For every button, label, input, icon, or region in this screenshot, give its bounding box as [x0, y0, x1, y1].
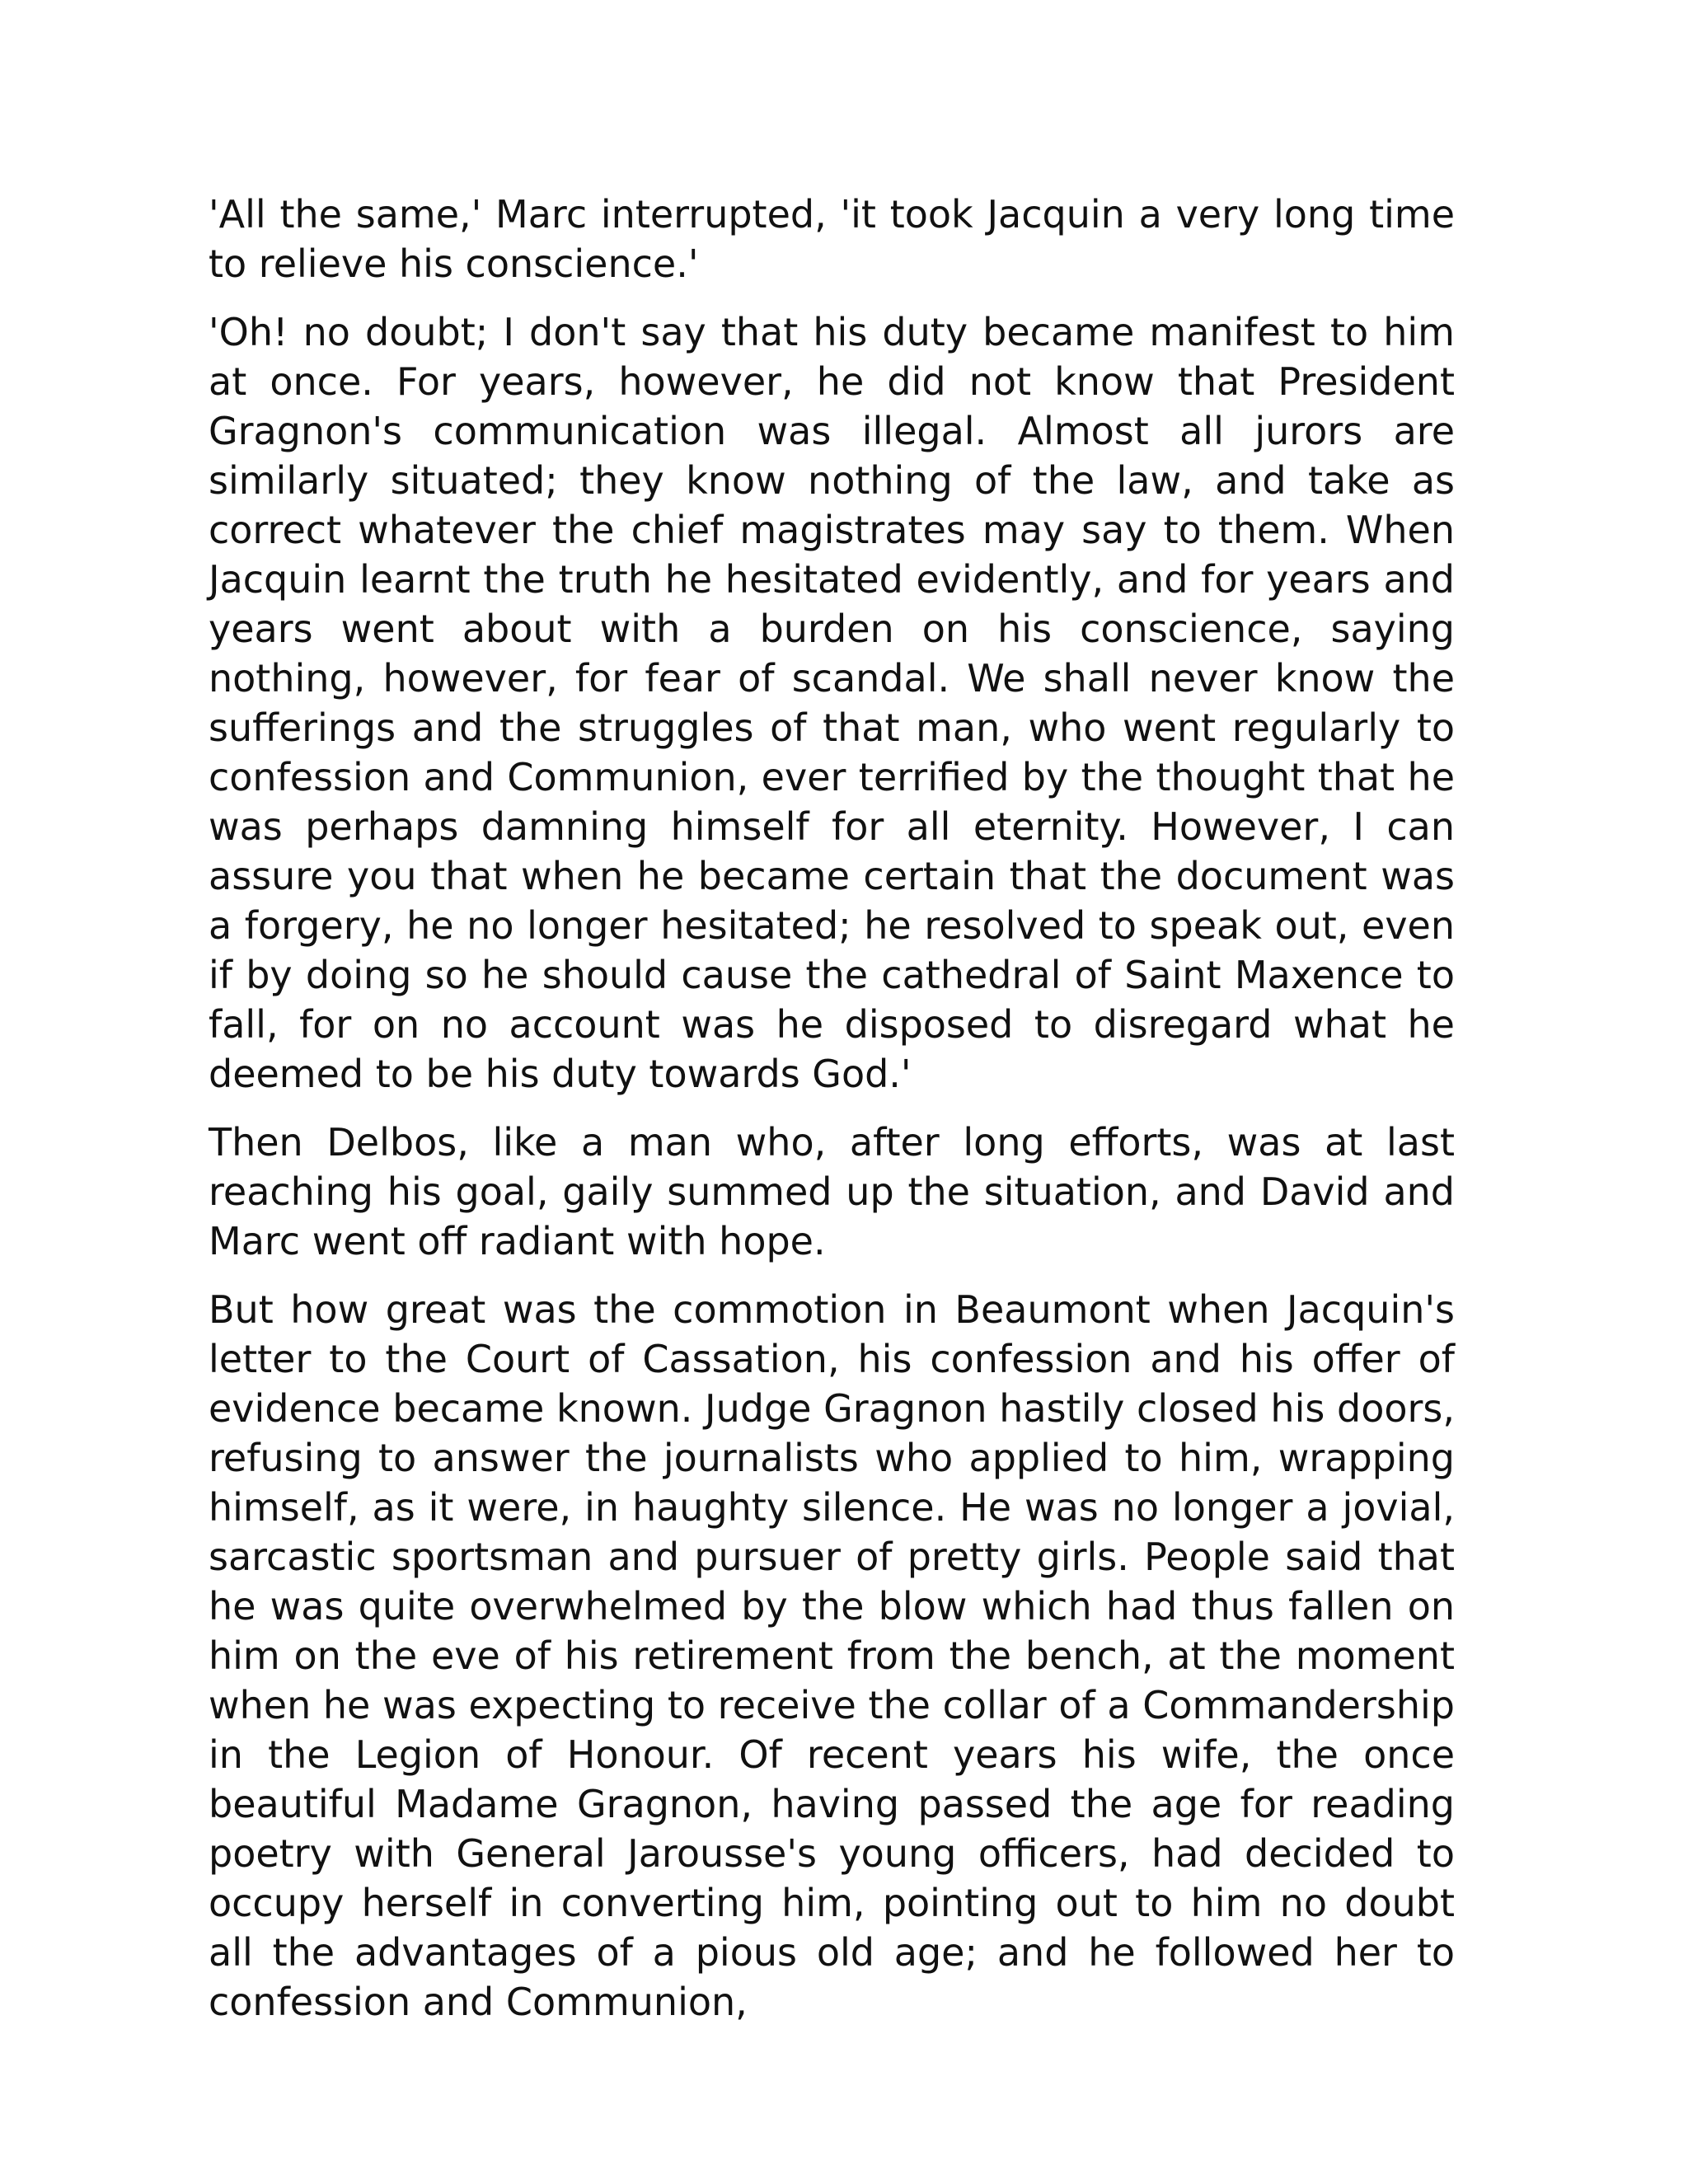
- paragraph-4: But how great was the commotion in Beaumont when Jacquin's letter to the Court of Cassation, his confession and his offer of evidence became known. Judge Gragnon hastily closed his doors, refusing to answer the journalists who applied to him, wrapping himself, as it were, in haughty silence. He was no longer a jovial, sarcastic sportsman and pursuer of pretty girls. People said that he was quite overwhelmed by the blow which had thus fallen on him on the eve of his retirement from the bench, at the moment when he was expecting to receive the collar of a Commandership in the Legion of Honour. Of recent years his wife, the once beautiful Madame Gragnon, having passed the age for reading poetry with General Jarousse's young officers, had decided to occupy herself in converting him, pointing out to him no doubt all the advantages of a pious old age; and he followed her to confession and Communion,: [209, 1287, 1455, 2024]
- paragraph-3: Then Delbos, like a man who, after long efforts, was at last reaching his goal, gaily summed up the situation, and David and Marc went off radiant with hope.: [209, 1120, 1455, 1263]
- paragraph-1: 'All the same,' Marc interrupted, 'it took Jacquin a very long time to relieve his conscience.': [209, 192, 1455, 286]
- paragraph-2: 'Oh! no doubt; I don't say that his duty became manifest to him at once. For years, however, he did not know that President Gragnon's communication was illegal. Almost all jurors are similarly situated; they know nothing of the law, and take as correct whatever the chief magistrates may say to them. When Jacquin learnt the truth he hesitated evidently, and for years and years went about with a burden on his conscience, saying nothing, however, for fear of scandal. We shall never know the sufferings and the struggles of that man, who went regularly to confession and Communion, ever terrified by the thought that he was perhaps damning himself for all eternity. However, I can assure you that when he became certain that the document was a forgery, he no longer hesitated; he resolved to speak out, even if by doing so he should cause the cathedral of Saint Maxence to fall, for on no account was he disposed to disregard what he deemed to be his duty towards God.': [209, 310, 1455, 1096]
- page-body: [209, 190, 1455, 2046]
